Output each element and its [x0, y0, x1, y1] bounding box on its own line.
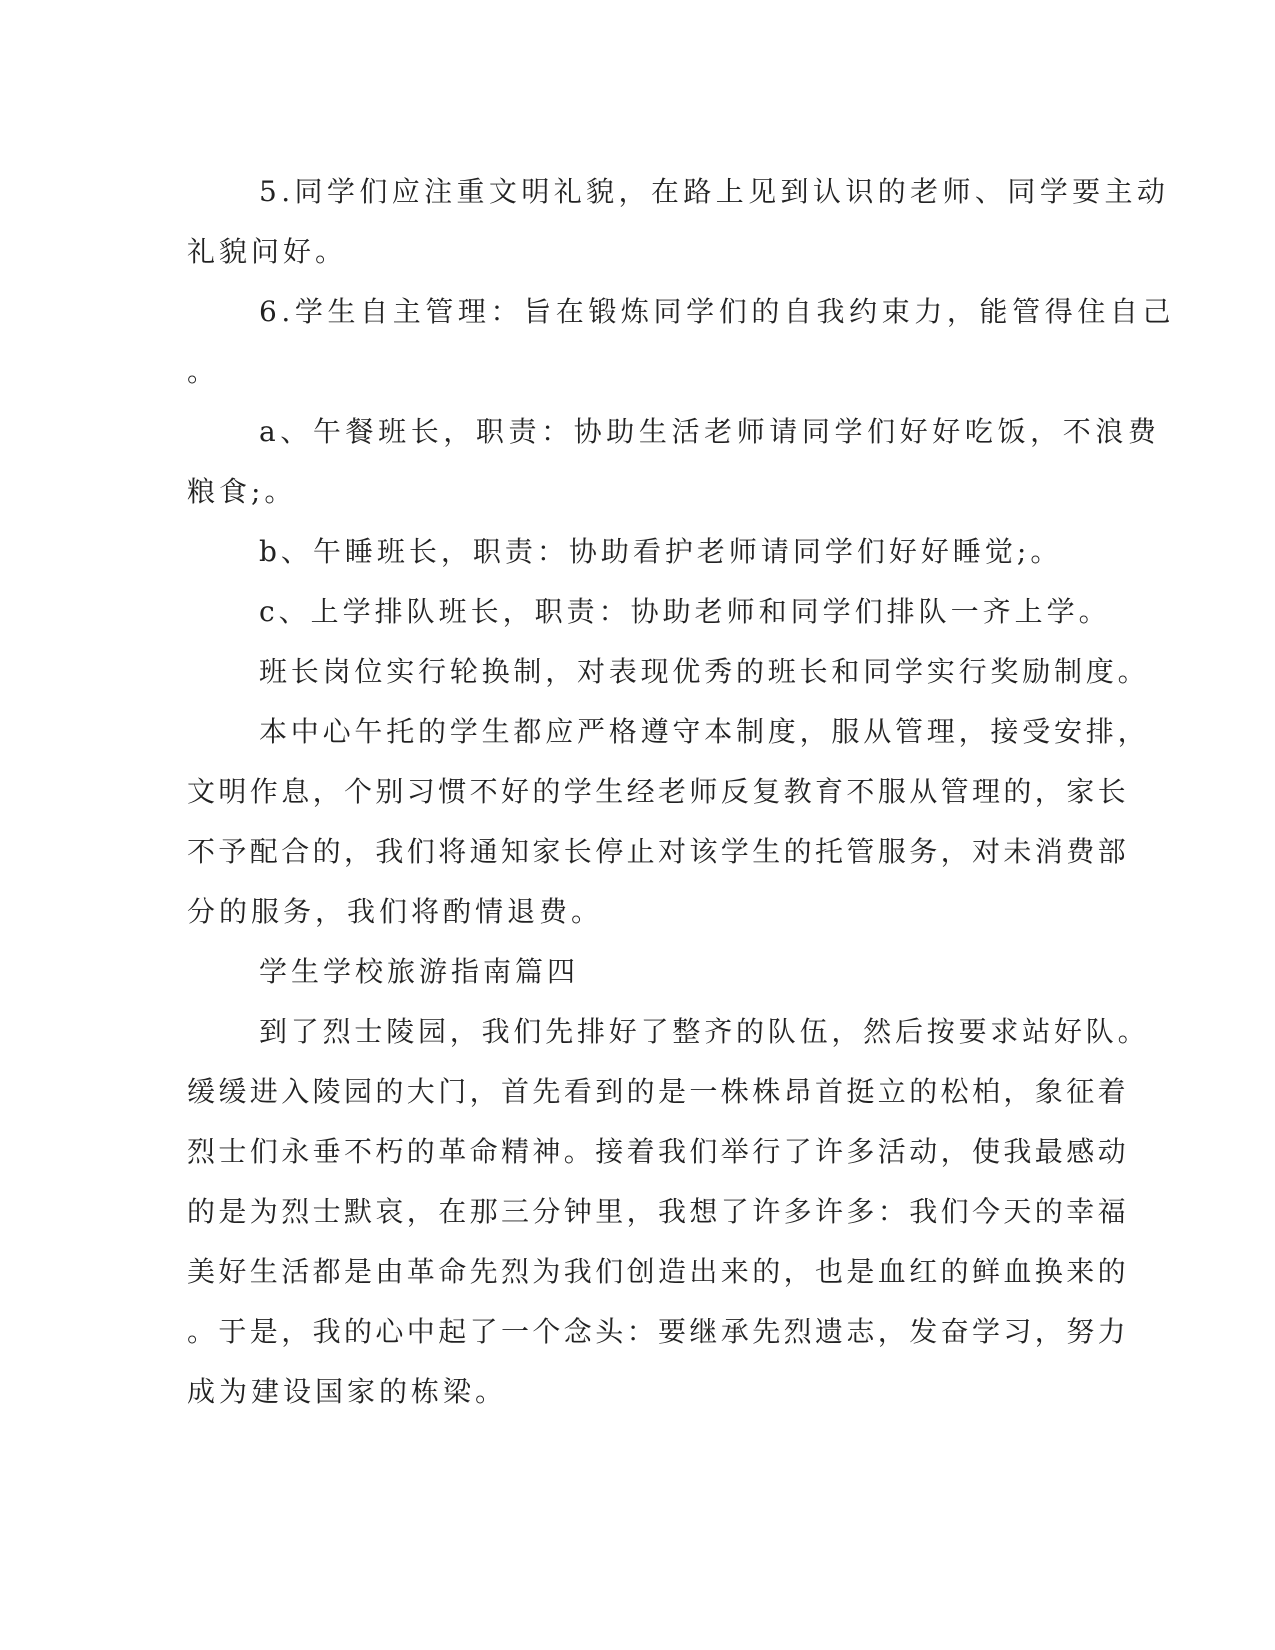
text-line: 礼貌问好。 — [187, 235, 348, 268]
text-line: 的是为烈士默哀，在那三分钟里，我想了许多许多：我们今天的幸福 — [187, 1195, 1130, 1228]
section-heading — [187, 942, 1073, 1002]
text-line: 6.学生自主管理：旨在锻炼同学们的自我约束力，能管得住自己 — [259, 295, 1176, 328]
text-line: 文明作息，个别习惯不好的学生经老师反复教育不服从管理的，家长 — [187, 775, 1130, 808]
text-line: 到了烈士陵园，我们先排好了整齐的队伍，然后按要求站好队。 — [259, 1015, 1150, 1048]
text-line: a、午餐班长，职责：协助生活老师请同学们好好吃饭，不浪费 — [259, 415, 1161, 448]
text-line: 烈士们永垂不朽的革命精神。接着我们举行了许多活动，使我最感动 — [187, 1135, 1130, 1168]
paragraph-lunch-monitor — [187, 402, 1161, 522]
paragraph-rotation — [187, 642, 1150, 702]
text-line: 5.同学们应注重文明礼貌，在路上见到认识的老师、同学要主动 — [259, 175, 1170, 208]
paragraph-rule-5 — [187, 162, 1170, 282]
text-line: 。于是，我的心中起了一个念头：要继承先烈遗志，发奋学习，努力 — [187, 1315, 1130, 1348]
paragraph-compliance — [187, 702, 1150, 942]
text-line: 粮食;。 — [187, 475, 297, 508]
text-line: 班长岗位实行轮换制，对表现优秀的班长和同学实行奖励制度。 — [259, 655, 1150, 688]
text-line: 缓缓进入陵园的大门，首先看到的是一株株昂首挺立的松柏，象征着 — [187, 1075, 1130, 1108]
paragraph-memorial-visit — [187, 1002, 1150, 1422]
text-line: 。 — [187, 355, 220, 388]
text-line: 不予配合的，我们将通知家长停止对该学生的托管服务，对未消费部 — [187, 835, 1130, 868]
heading-text: 学生学校旅游指南篇四 — [259, 955, 580, 988]
text-line: 分的服务，我们将酌情退费。 — [187, 895, 604, 928]
text-line: b、午睡班长，职责：协助看护老师请同学们好好睡觉;。 — [259, 535, 1063, 568]
paragraph-nap-monitor — [187, 522, 1073, 582]
document-body — [187, 162, 1176, 1422]
paragraph-rule-6 — [187, 282, 1176, 402]
paragraph-queue-monitor — [187, 582, 1111, 642]
text-line: c、上学排队班长，职责：协助老师和同学们排队一齐上学。 — [259, 595, 1111, 628]
text-line: 美好生活都是由革命先烈为我们创造出来的，也是血红的鲜血换来的 — [187, 1255, 1130, 1288]
text-line: 成为建设国家的栋梁。 — [187, 1375, 508, 1408]
text-line: 本中心午托的学生都应严格遵守本制度，服从管理，接受安排， — [259, 715, 1150, 748]
